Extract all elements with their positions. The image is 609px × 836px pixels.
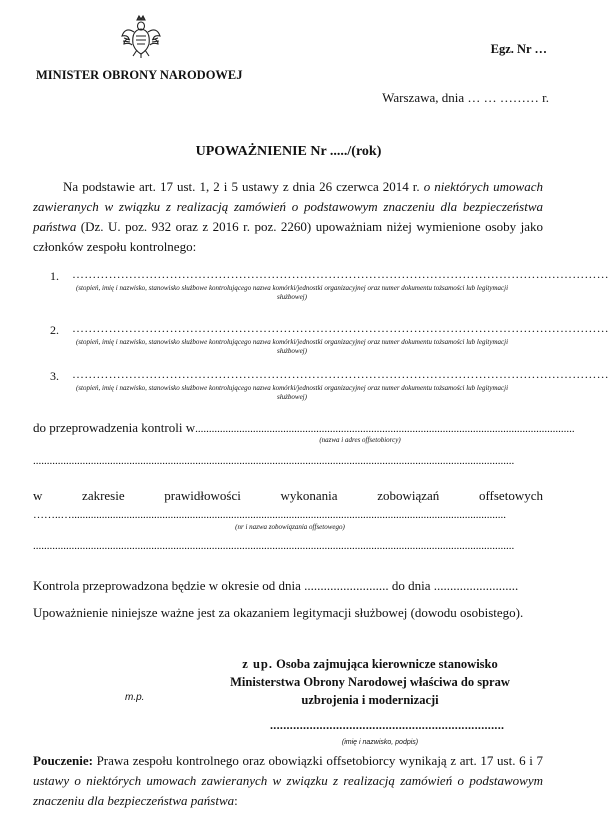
signer-zup: z up. (242, 657, 273, 671)
signer-line1: Osoba zajmująca kierownicze stanowisko (272, 657, 498, 671)
signer-block (220, 655, 520, 709)
scope-word: zakresie (82, 488, 125, 503)
member-number: 3. (50, 369, 59, 383)
scope-word: offsetowych (478, 488, 543, 503)
member-dots: …………………………………………………………………………………………………………………… (72, 321, 609, 335)
signer-line3: uzbrojenia i modernizacji (301, 693, 439, 707)
intro-act-title: o niektórych umowach zawieranych w związku z realizacją zamówień o podstawowym znaczeniu dla bezpieczeństwa państwa (33, 179, 543, 234)
lesson-paragraph (33, 751, 543, 811)
member-caption: (stopień, imię i nazwisko, stanowisko służbowe kontrolującego nazwa komórki/jednostki organizacyjnej oraz numer dokumentu tożsamości lub legitymacji służbowej) (75, 338, 509, 355)
scope-word: w (33, 488, 43, 503)
validity-line: Upoważnienie niniejsze ważne jest za okazaniem legitymacji służbowej (dowodu osobistego). (33, 605, 524, 620)
place-date: Warszawa, dnia … … ……… r. (382, 90, 549, 105)
member-number: 1. (50, 269, 59, 283)
document-title: UPOWAŻNIENIE Nr ...../(rok) (195, 144, 382, 159)
control-dots: .......................................................................................................................................... (195, 423, 575, 435)
member-caption: (stopień, imię i nazwisko, stanowisko służbowe kontrolującego nazwa komórki/jednostki organizacyjnej oraz numer dokumentu tożsamości lub legitymacji służbowej) (75, 284, 509, 301)
member-number: 2. (50, 323, 59, 337)
lesson-part3: : (234, 793, 238, 808)
seal-place-label: m.p. (125, 692, 145, 703)
scope-word: prawidłowości (164, 488, 241, 503)
control-label: do przeprowadzenia kontroli w (33, 420, 196, 435)
lesson-part1: Prawa zespołu kontrolnego oraz obowiązki offsetobiorcy wynikają z art. 17 ust. 6 i 7 (92, 753, 543, 768)
minister-heading: MINISTER OBRONY NARODOWEJ (36, 68, 243, 82)
signer-line2: Ministerstwa Obrony Narodowej właściwa do spraw (230, 675, 510, 689)
lesson-label: Pouczenie: (33, 753, 93, 768)
period-line: Kontrola przeprowadzona będzie w okresie od dnia .......................... do dnia .......................... (33, 578, 519, 593)
scope-dots-2: ............................................................................................................................................................................... (33, 540, 515, 552)
control-line (33, 420, 575, 436)
signature-caption: (imię i nazwisko, podpis) (341, 739, 419, 746)
scope-caption: (nr i nazwa zobowiązania offsetowego) (235, 523, 345, 531)
control-caption: (nazwa i adres offsetobiorcy) (319, 436, 401, 444)
intro-part3: (Dz. U. poz. 932 oraz z 2016 r. poz. 2260) upoważniam niżej wymienione osoby jako członków zespołu kontrolnego: (33, 219, 543, 254)
control-dots-2: ............................................................................................................................................................................... (33, 455, 515, 467)
intro-paragraph (33, 177, 543, 257)
member-dots: …………………………………………………………………………………………………………………… (72, 267, 609, 281)
copy-number: Egz. Nr … (490, 42, 547, 56)
scope-dots: ……..….............................................................................................................................................................. (33, 509, 506, 521)
eagle-emblem-icon (120, 14, 162, 58)
member-caption: (stopień, imię i nazwisko, stanowisko służbowe kontrolującego nazwa komórki/jednostki organizacyjnej oraz numer dokumentu tożsamości lub legitymacji służbowej) (75, 384, 509, 401)
scope-word: wykonania (280, 488, 338, 503)
member-dots: …………………………………………………………………………………………………………………… (72, 367, 609, 381)
lesson-act-title: ustawy o niektórych umowach zawieranych w związku z realizacją zamówień o podstawowym znaczeniu dla bezpieczeństwa państwa (33, 773, 543, 808)
signature-dots: ....................................................................... (270, 718, 505, 732)
scope-word: zobowiązań (377, 488, 440, 503)
intro-part1: Na podstawie art. 17 ust. 1, 2 i 5 ustawy z dnia 26 czerwca 2014 r. (63, 179, 424, 194)
scope-line (33, 488, 543, 504)
